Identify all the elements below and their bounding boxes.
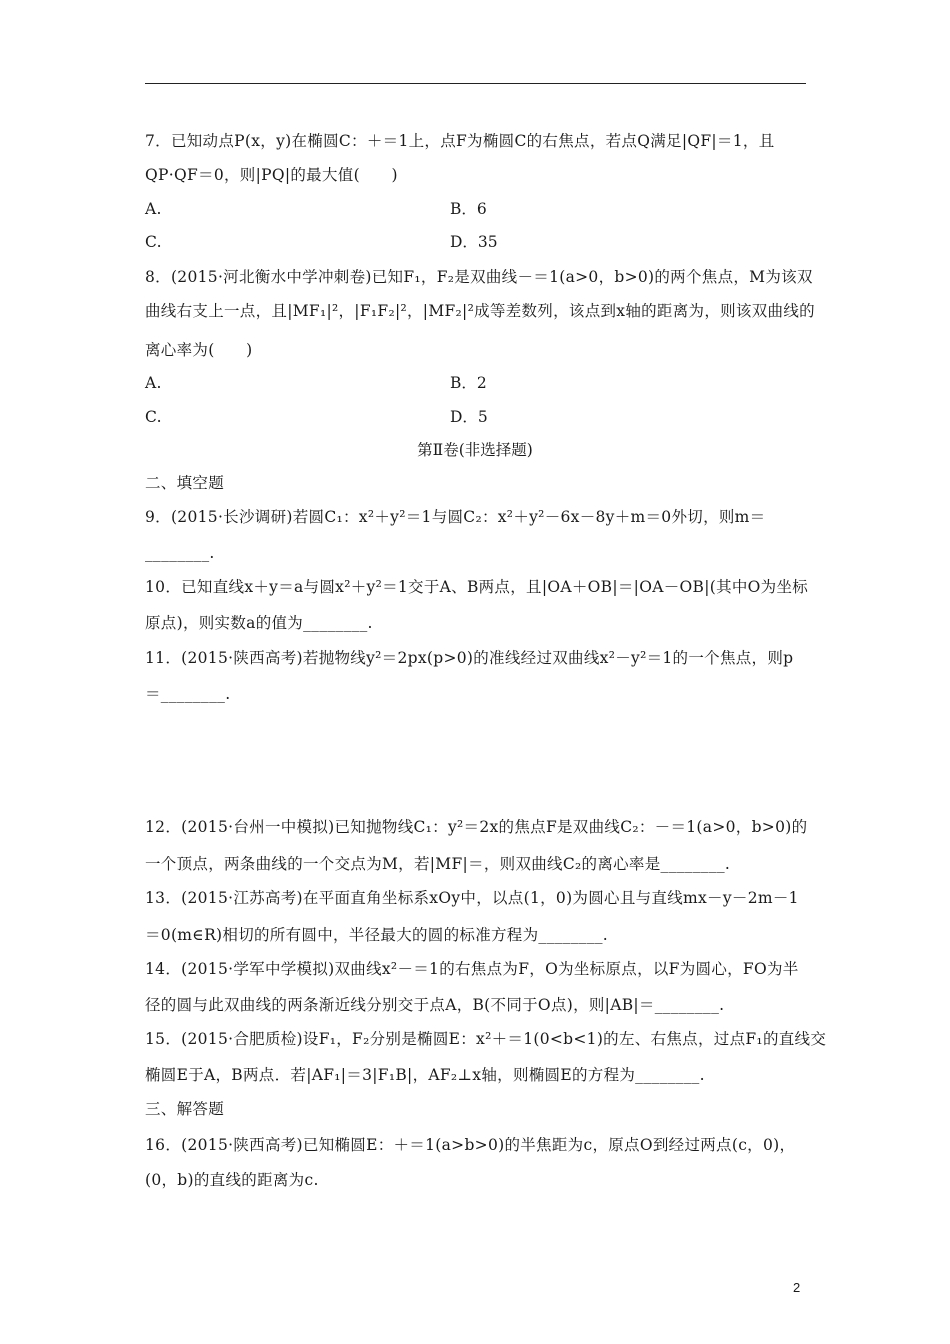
question-8-option-b: B．2 — [450, 374, 487, 392]
question-8-option-d: D．5 — [450, 408, 488, 426]
section-fill-in: 二、填空题 — [145, 474, 225, 492]
question-14-line-2: 径的圆与此双曲线的两条渐近线分别交于点A，B(不同于O点)，则|AB|＝________. — [145, 996, 725, 1014]
question-15-line-2: 椭圆E于A，B两点．若|AF₁|＝3|F₁B|，AF₂⊥x轴，则椭圆E的方程为________. — [145, 1066, 705, 1084]
question-12-line-1: 12．(2015·台州一中模拟)已知抛物线C₁：y²＝2x的焦点F是双曲线C₂：－＝1(a>0，b>0)的 — [145, 818, 808, 836]
question-9-line-2: ________. — [145, 544, 215, 562]
question-13-line-1: 13．(2015·江苏高考)在平面直角坐标系xOy中，以点(1，0)为圆心且与直线mx－y－2m－1 — [145, 889, 799, 907]
question-16-line-2: (0，b)的直线的距离为c. — [145, 1171, 319, 1189]
question-8-line-3: 离心率为( ) — [145, 341, 253, 359]
question-13-line-2: ＝0(m∈R)相切的所有圆中，半径最大的圆的标准方程为________. — [145, 926, 609, 944]
section-answer: 三、解答题 — [145, 1100, 225, 1118]
question-7-option-b: B．6 — [450, 200, 487, 218]
question-11-line-1: 11．(2015·陕西高考)若抛物线y²＝2px(p>0)的准线经过双曲线x²－y²＝1的一个焦点，则p — [145, 649, 794, 667]
question-12-line-2: 一个顶点，两条曲线的一个交点为M，若|MF|＝，则双曲线C₂的离心率是________. — [145, 855, 731, 873]
question-10-line-2: 原点)，则实数a的值为________. — [145, 614, 373, 632]
question-10-line-1: 10．已知直线x＋y＝a与圆x²＋y²＝1交于A、B两点，且|OA＋OB|＝|OA－OB|(其中O为坐标 — [145, 578, 809, 596]
question-8-line-2: 曲线右支上一点，且|MF₁|²，|F₁F₂|²，|MF₂|²成等差数列，该点到x轴的距离为，则该双曲线的 — [145, 302, 815, 320]
question-7-line-2: QP·QF＝0，则|PQ|的最大值( ) — [145, 166, 398, 184]
question-8-line-1: 8．(2015·河北衡水中学冲刺卷)已知F₁，F₂是双曲线－＝1(a>0，b>0)的两个焦点，M为该双 — [145, 268, 813, 286]
question-9-line-1: 9．(2015·长沙调研)若圆C₁：x²＋y²＝1与圆C₂：x²＋y²－6x－8y＋m＝0外切，则m＝ — [145, 508, 766, 526]
question-7-option-c: C. — [145, 233, 162, 251]
question-15-line-1: 15．(2015·合肥质检)设F₁，F₂分别是椭圆E：x²＋＝1(0<b<1)的左、右焦点，过点F₁的直线交 — [145, 1030, 827, 1048]
question-7-option-a: A. — [145, 200, 162, 218]
question-11-line-2: ＝________. — [145, 685, 231, 703]
page-number: 2 — [793, 1280, 801, 1295]
question-14-line-1: 14．(2015·学军中学模拟)双曲线x²－＝1的右焦点为F，O为坐标原点，以F为圆心，FO为半 — [145, 960, 799, 978]
question-8-option-a: A. — [145, 374, 162, 392]
question-8-option-c: C. — [145, 408, 162, 426]
question-16-line-1: 16．(2015·陕西高考)已知椭圆E：＋＝1(a>b>0)的半焦距为c，原点O到经过两点(c，0)， — [145, 1136, 796, 1154]
question-7-option-d: D．35 — [450, 233, 498, 251]
part-title: 第Ⅱ卷(非选择题) — [417, 441, 533, 459]
header-rule — [145, 83, 806, 84]
question-7-line-1: 7．已知动点P(x，y)在椭圆C：＋＝1上，点F为椭圆C的右焦点，若点Q满足|QF|＝1，且 — [145, 132, 775, 150]
